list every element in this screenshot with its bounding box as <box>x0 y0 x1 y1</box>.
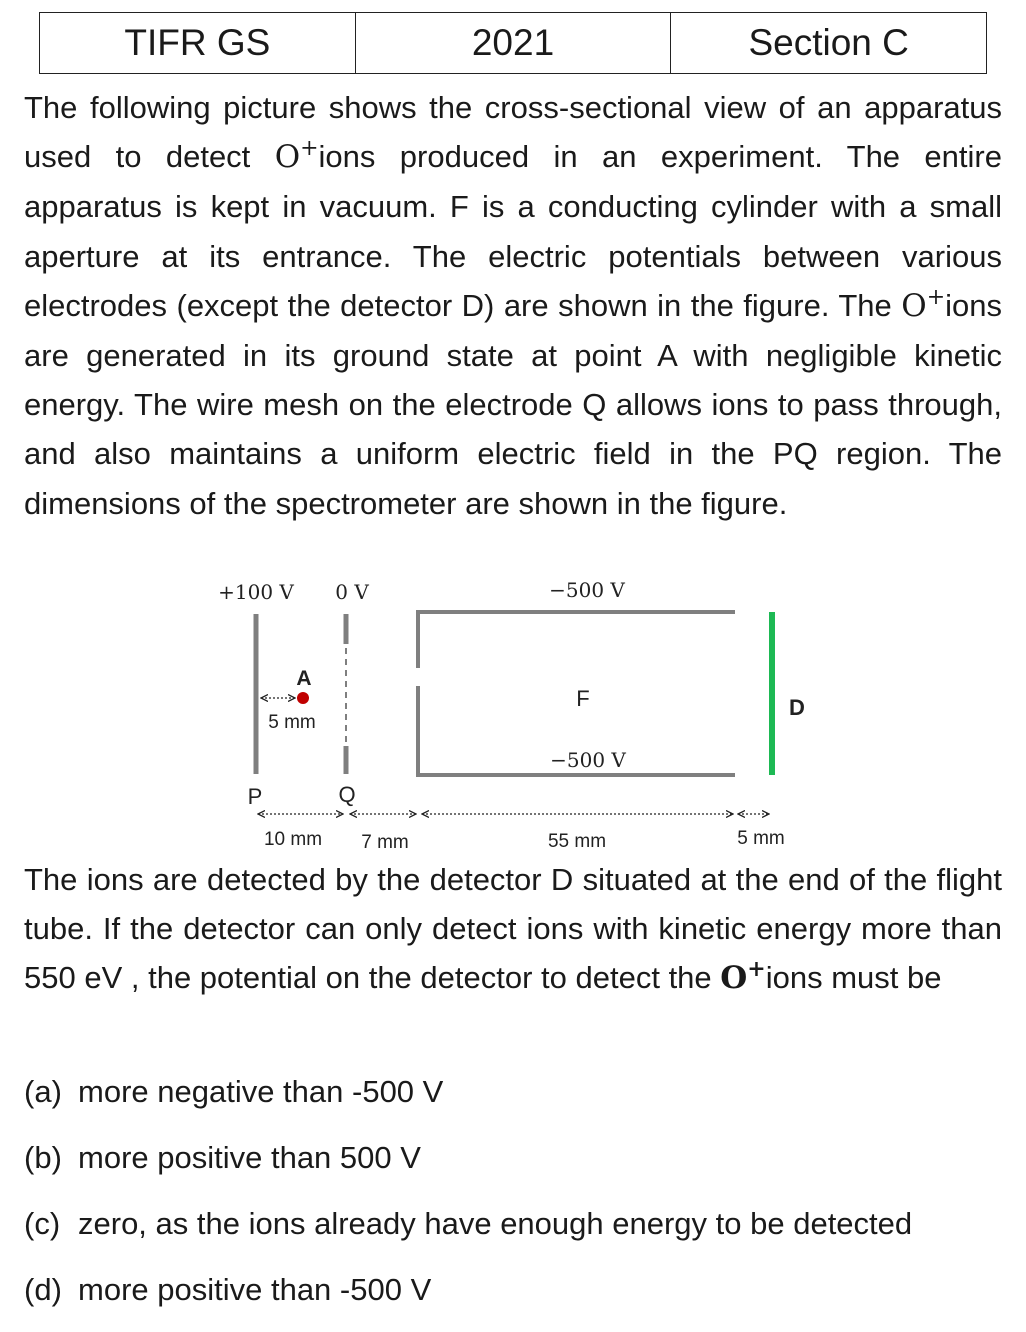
intro-text-1: The following picture shows the cross-sectional view of an apparatus used to detect <box>24 90 1002 175</box>
option-a[interactable] <box>24 1072 443 1112</box>
option-text: more negative than -500 V <box>78 1074 444 1109</box>
question-text-2: ions must be <box>765 960 942 996</box>
ion-charge: + <box>747 956 766 983</box>
ion-symbol: O <box>274 139 301 176</box>
ion-charge: + <box>926 284 946 310</box>
option-letter: (d) <box>24 1272 62 1307</box>
dist-qf-label: 7 mm <box>361 832 409 853</box>
option-letter: (c) <box>24 1206 61 1241</box>
exam-name-cell: TIFR GS <box>40 13 356 73</box>
electrode-q-label: Q <box>338 782 356 807</box>
option-text: zero, as the ions already have enough energy to be detected <box>78 1206 913 1241</box>
electrode-p-label: P <box>247 784 263 809</box>
dist-pa-label: 5 mm <box>268 712 316 733</box>
tube-f-label: F <box>576 686 590 711</box>
section-cell: Section C <box>748 22 909 63</box>
voltage-label-p: +100 V <box>218 580 294 604</box>
question-paragraph <box>24 855 1002 1004</box>
ion-source-point <box>297 692 309 704</box>
ion-charge: + <box>300 136 319 162</box>
detector-d-label: D <box>789 695 805 720</box>
option-letter: (a) <box>24 1074 62 1109</box>
intro-paragraph <box>24 83 1002 528</box>
voltage-label-f-bottom: −500 V <box>550 748 626 772</box>
dist-f-label: 55 mm <box>547 831 607 852</box>
option-text: more positive than 500 V <box>78 1140 421 1175</box>
option-b[interactable] <box>24 1138 421 1178</box>
exam-year-cell: 2021 <box>356 13 672 73</box>
dist-pq-label: 10 mm <box>263 829 323 850</box>
option-text: more positive than -500 V <box>78 1272 432 1307</box>
intro-text-2: ions produced in an experiment. The entire apparatus is kept in vacuum. F is a conducting cylinder with a small aperture at its entrance. The electric potentials between various electrodes (except the detector D) are shown in the figure. The <box>24 139 1002 323</box>
exam-header-table <box>39 12 987 74</box>
dist-fd-label: 5 mm <box>737 828 785 849</box>
flight-tube-top <box>418 612 735 668</box>
option-c[interactable] <box>24 1204 912 1244</box>
option-letter: (b) <box>24 1140 62 1175</box>
intro-text-3: ions are generated in its ground state at point A with negligible kinetic energy. The wire mesh on the electrode Q allows ions to pass through, and also maintains a uniform electric field in the PQ region. The dimensions of the spectrometer are shown in the figure. <box>24 287 1002 521</box>
spectrometer-diagram <box>200 574 820 864</box>
option-d[interactable] <box>24 1270 431 1310</box>
ion-symbol: O <box>720 960 748 997</box>
question-text-1: The ions are detected by the detector D situated at the end of the flight tube. If the detector can only detect ions with kinetic energy more than 550 eV , the potential on the detector to detect the <box>24 862 1002 996</box>
point-a-label: A <box>296 667 312 690</box>
voltage-label-f-top: −500 V <box>549 578 625 602</box>
ion-symbol: O <box>901 287 927 324</box>
voltage-label-q: 0 V <box>335 580 369 604</box>
